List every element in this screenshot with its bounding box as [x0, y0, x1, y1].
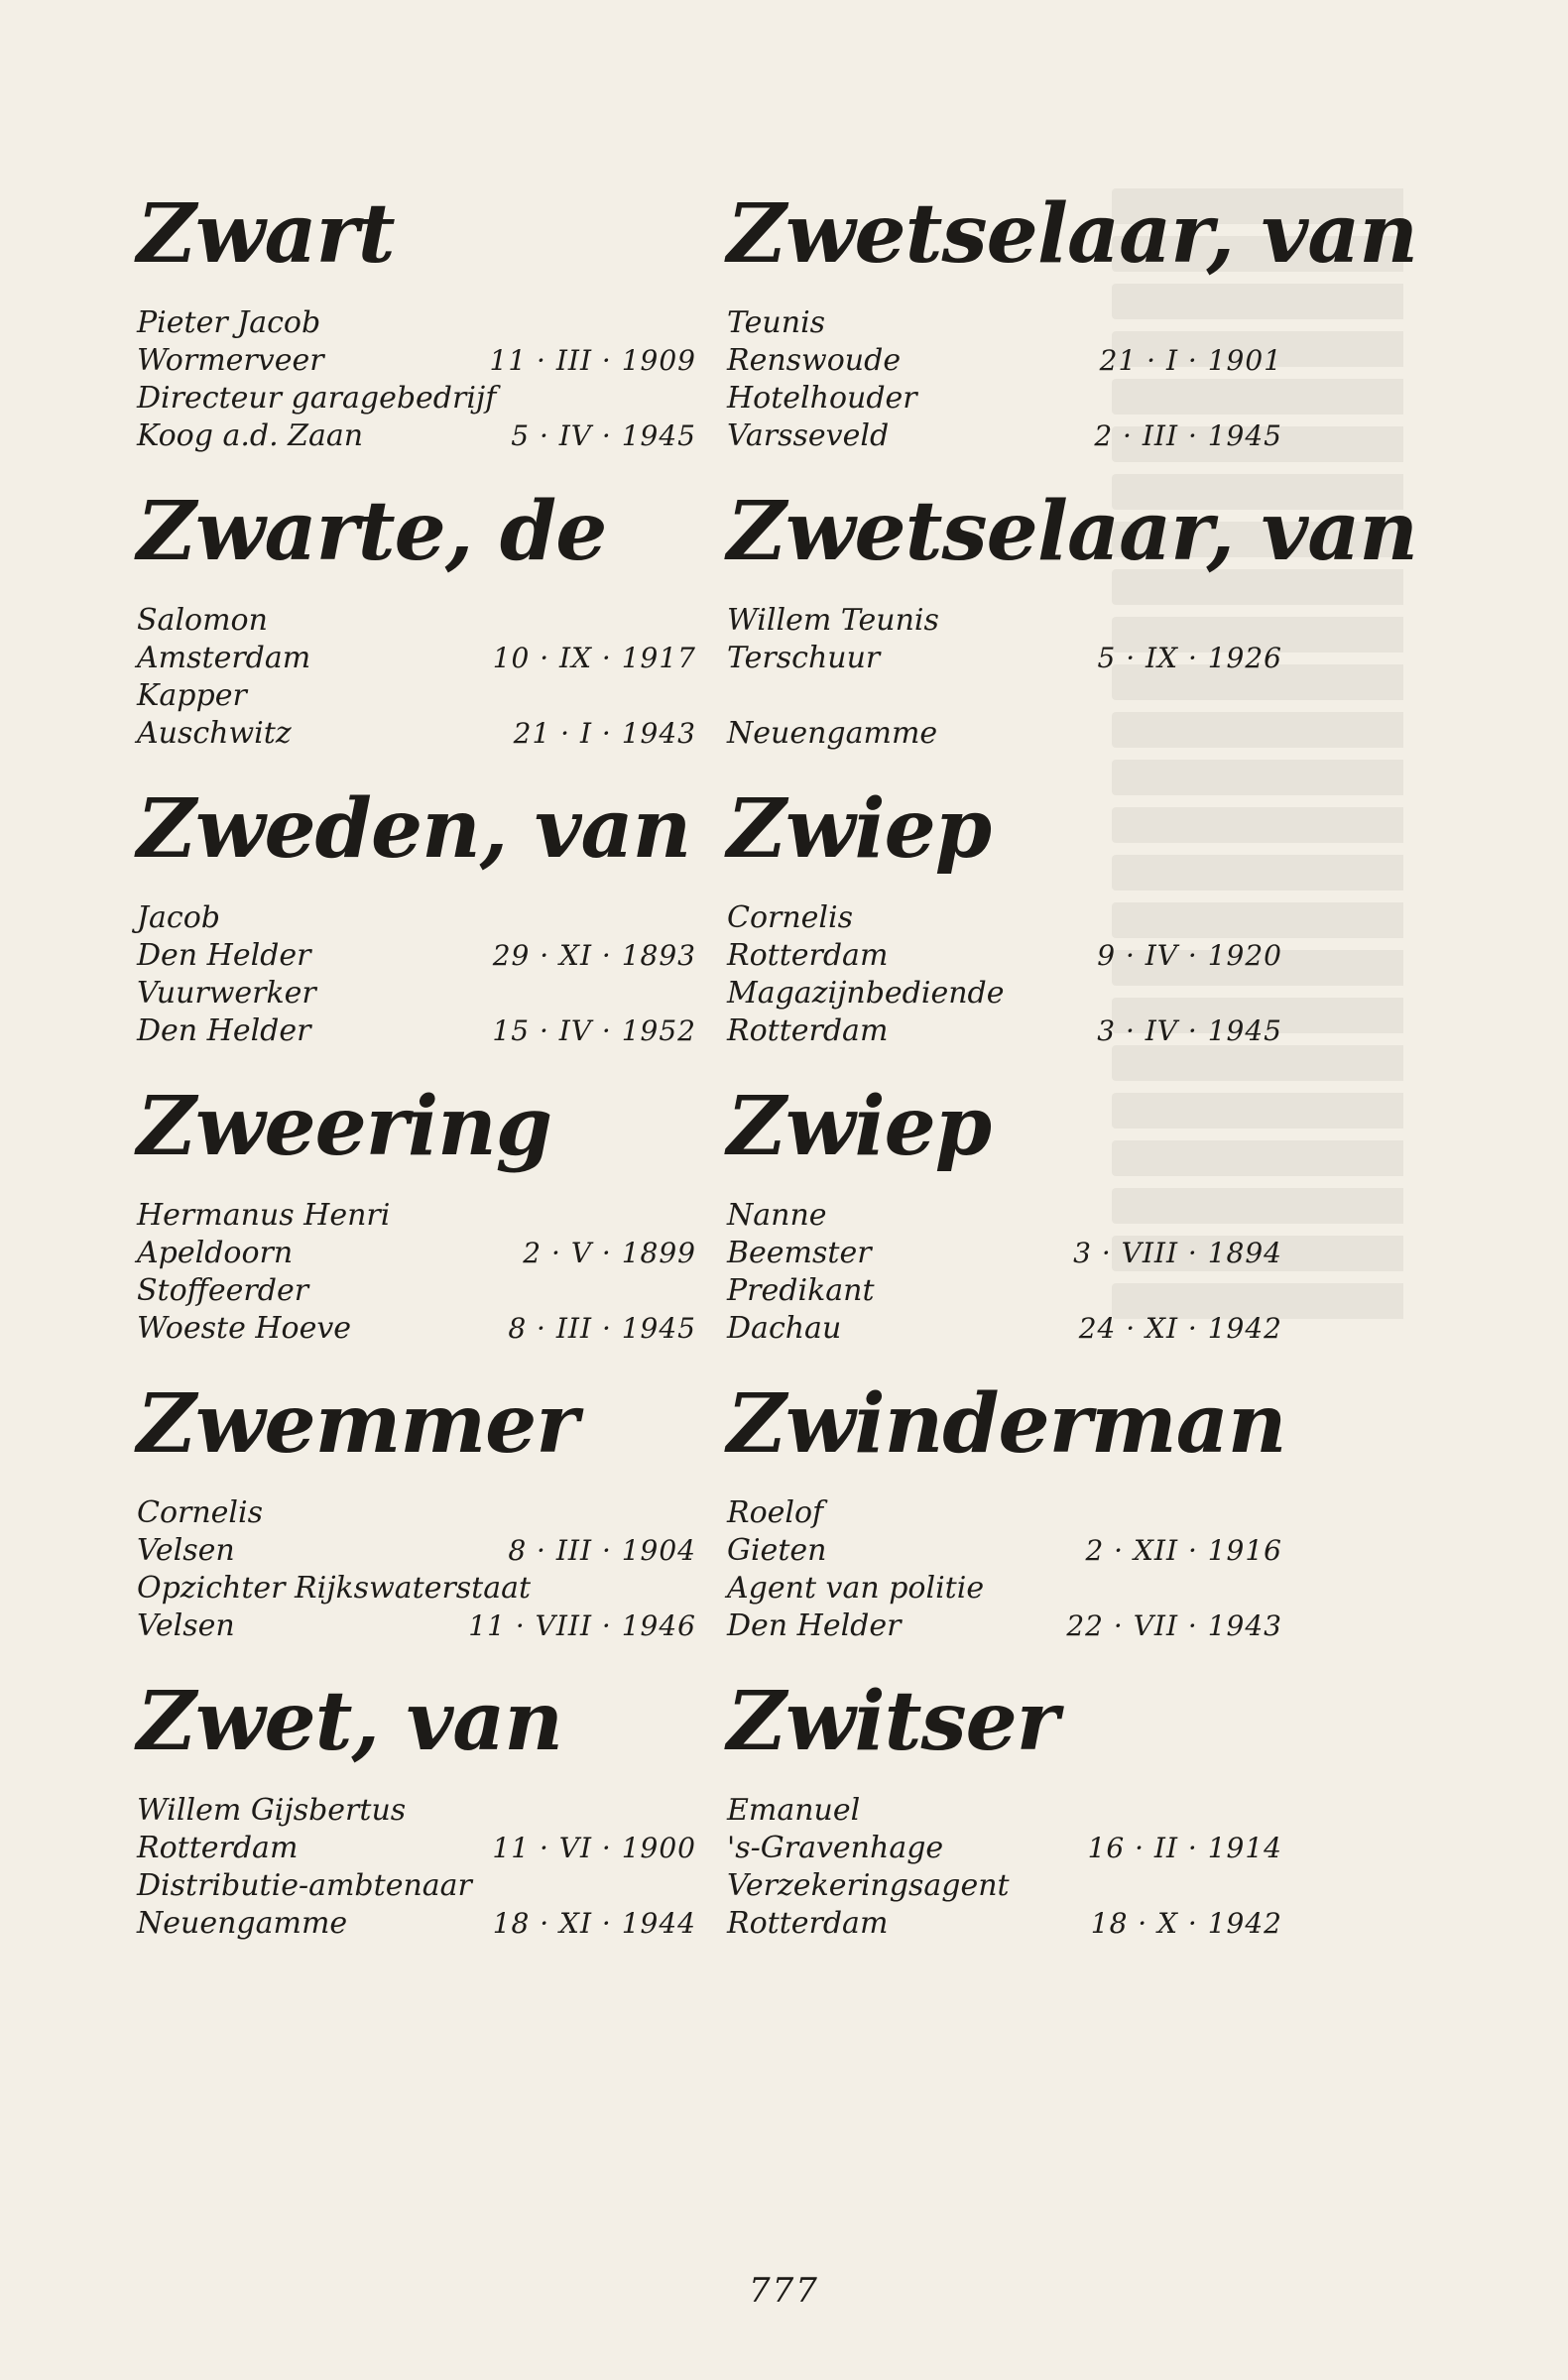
entry [137, 781, 696, 1086]
entry [137, 1674, 696, 1978]
death-place: Auschwitz [137, 716, 292, 751]
entry [137, 484, 696, 788]
birth-date: 5 · IX · 1926 [1097, 642, 1282, 674]
birth-line [137, 1830, 696, 1867]
death-place: Velsen [137, 1608, 235, 1643]
given-names: Emanuel [727, 1793, 861, 1828]
death-date: 3 · IV · 1945 [1097, 1014, 1282, 1047]
given-names-line [137, 602, 692, 640]
death-place: Den Helder [727, 1608, 902, 1643]
death-date: 22 · VII · 1943 [1066, 1609, 1282, 1642]
death-place: Dachau [727, 1311, 842, 1346]
birth-line [727, 1532, 1282, 1570]
birth-line [727, 342, 1282, 380]
birth-line [137, 640, 696, 677]
page-number: 777 [749, 2271, 819, 2311]
given-names: Salomon [137, 603, 268, 638]
entry [727, 186, 1417, 491]
death-date: 18 · XI · 1944 [492, 1907, 696, 1940]
given-names: Cornelis [137, 1495, 264, 1530]
surname-heading: Zwemmer [137, 1376, 578, 1472]
birth-line [137, 1235, 696, 1272]
death-place: Neuengamme [727, 716, 938, 751]
birth-place: Den Helder [137, 938, 311, 973]
occupation-line [727, 380, 1282, 417]
entry [727, 781, 1282, 1086]
surname-heading: Zwitser [727, 1674, 1059, 1769]
death-line [727, 1012, 1282, 1050]
given-names: Willem Gijsbertus [137, 1793, 407, 1828]
death-line [137, 1012, 696, 1050]
entry [727, 1674, 1282, 1978]
birth-date: 11 · III · 1909 [489, 344, 696, 377]
death-date: 2 · III · 1945 [1094, 419, 1282, 452]
birth-date: 9 · IV · 1920 [1097, 939, 1282, 972]
surname-heading: Zwetselaar, van [727, 484, 1417, 579]
death-date: 21 · I · 1943 [513, 717, 696, 750]
given-names-line [727, 602, 1282, 640]
occupation: Verzekeringsagent [727, 1868, 1010, 1903]
occupation-line [727, 677, 1282, 715]
death-place: Varsseveld [727, 418, 890, 453]
death-line [727, 1607, 1282, 1645]
occupation-line [137, 1272, 692, 1310]
occupation: Kapper [137, 678, 247, 713]
birth-date: 11 · VI · 1900 [492, 1832, 696, 1864]
given-names-line [137, 1792, 692, 1830]
occupation-line [727, 975, 1282, 1012]
surname-heading: Zwiep [727, 1079, 992, 1174]
birth-date: 2 · V · 1899 [523, 1237, 696, 1269]
death-line [137, 715, 696, 753]
given-names: Cornelis [727, 900, 854, 935]
birth-place: Amsterdam [137, 641, 311, 675]
birth-line [727, 937, 1282, 975]
birth-line [727, 1235, 1282, 1272]
given-names-line [137, 899, 692, 937]
occupation: Vuurwerker [137, 976, 316, 1011]
death-place: Rotterdam [727, 1906, 889, 1941]
given-names: Willem Teunis [727, 603, 939, 638]
given-names: Teunis [727, 305, 826, 340]
surname-heading: Zwarte, de [137, 484, 607, 579]
occupation-line [137, 677, 692, 715]
given-names-line [727, 1792, 1282, 1830]
occupation-line [727, 1867, 1282, 1905]
given-names-line [727, 1494, 1282, 1532]
entry [727, 1376, 1286, 1681]
birth-place: Terschuur [727, 641, 881, 675]
birth-date: 8 · III · 1904 [508, 1534, 696, 1567]
surname-heading: Zwiep [727, 781, 992, 877]
birth-place: 's-Gravenhage [727, 1831, 944, 1865]
birth-date: 3 · VIII · 1894 [1073, 1237, 1282, 1269]
birth-place: Rotterdam [137, 1831, 299, 1865]
death-place: Den Helder [137, 1013, 311, 1048]
given-names: Jacob [137, 900, 220, 935]
occupation: Predikant [727, 1273, 875, 1308]
entry [727, 484, 1417, 788]
surname-heading: Zwart [137, 186, 395, 282]
birth-place: Renswoude [727, 343, 902, 378]
death-date: 24 · XI · 1942 [1078, 1312, 1282, 1345]
death-date: 5 · IV · 1945 [511, 419, 696, 452]
birth-date: 16 · II · 1914 [1087, 1832, 1282, 1864]
given-names-line [727, 899, 1282, 937]
given-names-line [137, 1494, 692, 1532]
death-line [137, 1905, 696, 1943]
birth-place: Beemster [727, 1236, 872, 1270]
death-line [727, 715, 1282, 753]
entry [137, 1079, 696, 1383]
surname-heading: Zwinderman [727, 1376, 1286, 1472]
birth-date: 2 · XII · 1916 [1085, 1534, 1282, 1567]
right-column [727, 186, 1417, 1978]
birth-date: 21 · I · 1901 [1099, 344, 1282, 377]
surname-heading: Zweering [137, 1079, 552, 1174]
surname-heading: Zwet, van [137, 1674, 562, 1769]
death-line [727, 1905, 1282, 1943]
surname-heading: Zweden, van [137, 781, 691, 877]
given-names: Pieter Jacob [137, 305, 321, 340]
occupation-line [137, 380, 692, 417]
birth-line [137, 937, 696, 975]
given-names: Nanne [727, 1198, 827, 1233]
entry [137, 1376, 696, 1681]
death-date: 8 · III · 1945 [508, 1312, 696, 1345]
given-names-line [727, 304, 1282, 342]
death-line [137, 1310, 696, 1348]
death-place: Rotterdam [727, 1013, 889, 1048]
birth-place: Velsen [137, 1533, 235, 1568]
occupation-line [727, 1570, 1282, 1607]
birth-date: 10 · IX · 1917 [492, 642, 696, 674]
death-place: Koog a.d. Zaan [137, 418, 364, 453]
given-names-line [137, 1197, 692, 1235]
occupation: Magazijnbediende [727, 976, 1005, 1011]
death-date: 11 · VIII · 1946 [468, 1609, 696, 1642]
death-line [727, 417, 1282, 455]
left-column [137, 186, 696, 1978]
given-names: Hermanus Henri [137, 1198, 391, 1233]
occupation-line [137, 1867, 692, 1905]
death-line [137, 1607, 696, 1645]
birth-place: Gieten [727, 1533, 827, 1568]
given-names-line [727, 1197, 1282, 1235]
occupation: Distributie-ambtenaar [137, 1868, 472, 1903]
occupation: Agent van politie [727, 1571, 985, 1606]
birth-line [137, 1532, 696, 1570]
entry [727, 1079, 1282, 1383]
birth-place: Wormerveer [137, 343, 324, 378]
death-place: Neuengamme [137, 1906, 348, 1941]
entry [137, 186, 696, 491]
occupation-line [727, 1272, 1282, 1310]
given-names-line [137, 304, 692, 342]
death-place: Woeste Hoeve [137, 1311, 352, 1346]
death-line [137, 417, 696, 455]
birth-line [727, 1830, 1282, 1867]
occupation-line [137, 1570, 692, 1607]
birth-line [137, 342, 696, 380]
birth-line [727, 640, 1282, 677]
given-names: Roelof [727, 1495, 824, 1530]
surname-heading: Zwetselaar, van [727, 186, 1417, 282]
occupation: Stoffeerder [137, 1273, 309, 1308]
birth-place: Apeldoorn [137, 1236, 294, 1270]
occupation-line [137, 975, 692, 1012]
birth-place: Rotterdam [727, 938, 889, 973]
occupation: Directeur garagebedrijf [137, 381, 497, 416]
occupation: Hotelhouder [727, 381, 917, 416]
occupation: Opzichter Rijkswaterstaat [137, 1571, 532, 1606]
birth-date: 29 · XI · 1893 [492, 939, 696, 972]
death-date: 18 · X · 1942 [1090, 1907, 1282, 1940]
death-date: 15 · IV · 1952 [492, 1014, 696, 1047]
death-line [727, 1310, 1282, 1348]
